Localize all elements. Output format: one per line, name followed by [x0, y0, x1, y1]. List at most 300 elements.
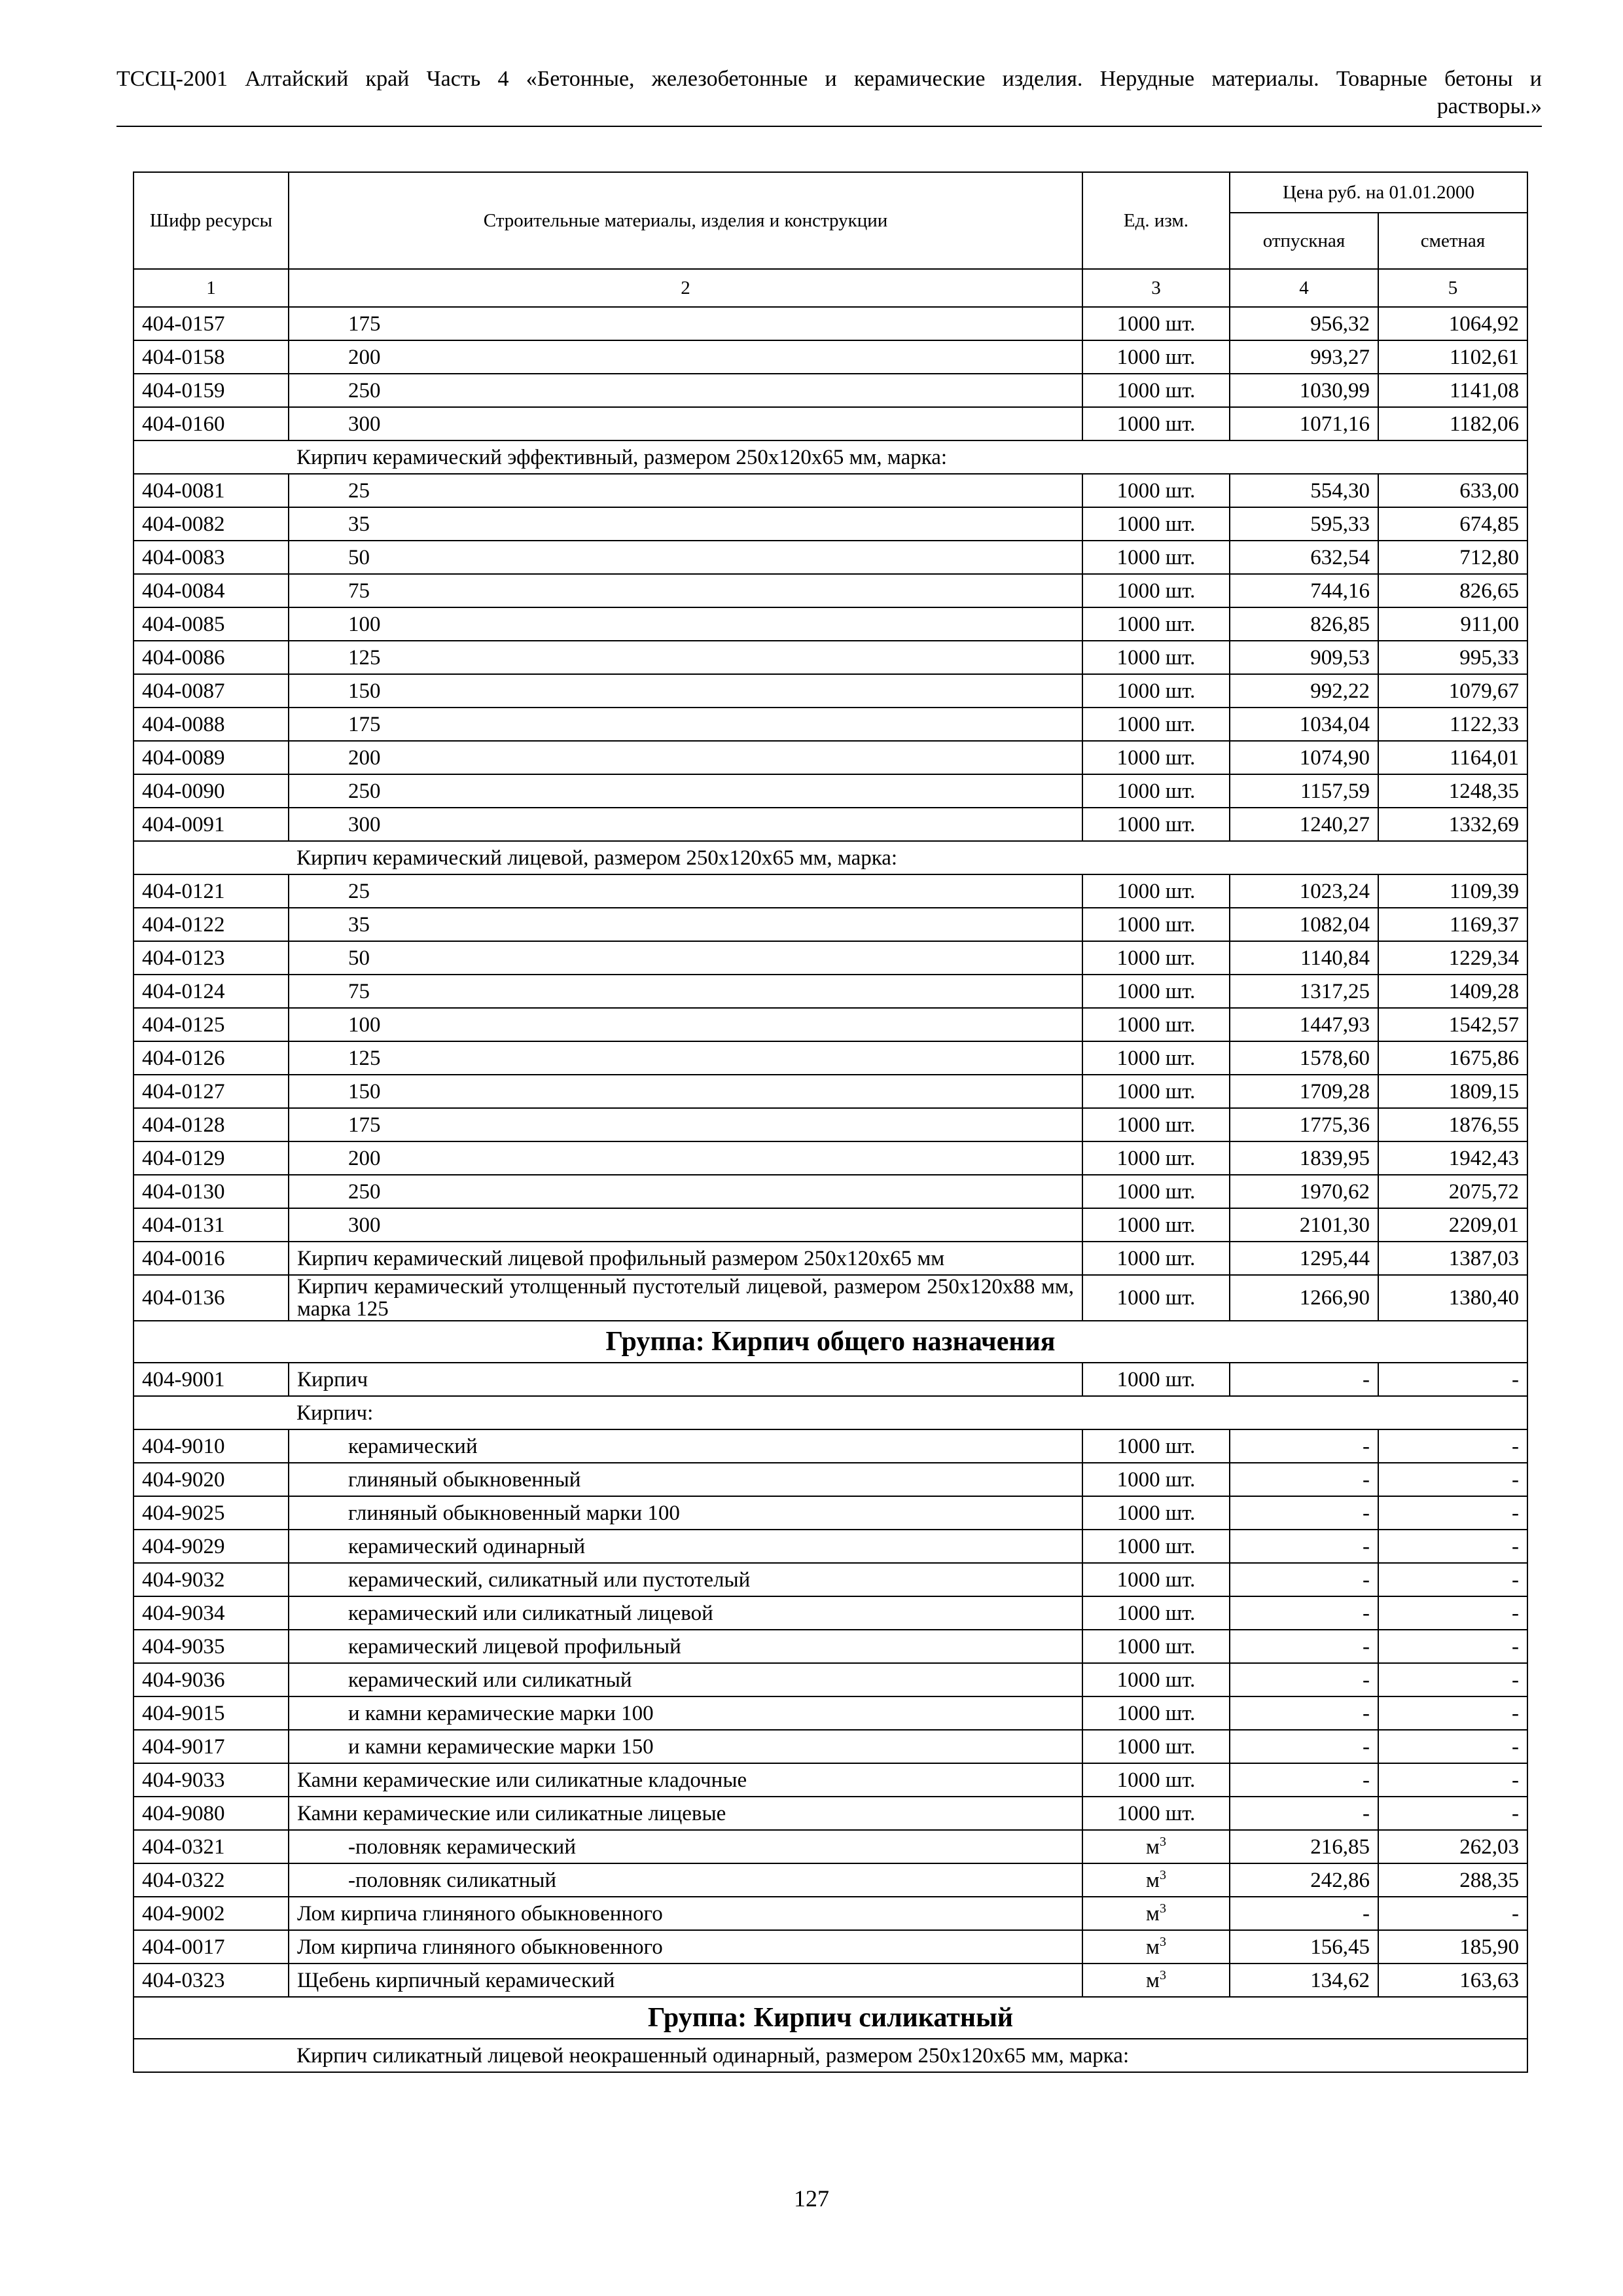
estimate-price: 1380,40	[1378, 1275, 1527, 1321]
estimate-price: 674,85	[1378, 507, 1527, 541]
column-header-price: Цена руб. на 01.01.2000	[1230, 172, 1527, 213]
unit-cell	[1082, 1075, 1230, 1108]
group-heading-row	[134, 1997, 1527, 2039]
estimate-price: 1809,15	[1378, 1075, 1527, 1108]
unit-exponent: 3	[1159, 1867, 1166, 1882]
unit-text: 1000 шт.	[1116, 345, 1196, 369]
unit-cell	[1082, 1730, 1230, 1763]
unit-cell	[1082, 674, 1230, 708]
release-price: -	[1230, 1630, 1378, 1663]
estimate-price: 1229,34	[1378, 941, 1527, 975]
table-row	[134, 1696, 1527, 1730]
resource-code: 404-0127	[134, 1075, 289, 1108]
subheading-row	[134, 841, 1527, 874]
unit-cell	[1082, 1363, 1230, 1396]
resource-code: 404-0089	[134, 741, 289, 774]
release-price: 1023,24	[1230, 874, 1378, 908]
release-price: 1071,16	[1230, 407, 1378, 440]
release-price: 1034,04	[1230, 708, 1378, 741]
unit-cell	[1082, 774, 1230, 808]
resource-code: 404-9015	[134, 1696, 289, 1730]
material-name: керамический или силикатный	[289, 1663, 1082, 1696]
resource-code: 404-0088	[134, 708, 289, 741]
estimate-price: -	[1378, 1663, 1527, 1696]
estimate-price: 1109,39	[1378, 874, 1527, 908]
release-price: -	[1230, 1730, 1378, 1763]
material-name: 125	[289, 1041, 1082, 1075]
material-name: керамический	[289, 1429, 1082, 1463]
material-name: 50	[289, 541, 1082, 574]
table-row	[134, 307, 1527, 340]
estimate-price: 1064,92	[1378, 307, 1527, 340]
table-row	[134, 1596, 1527, 1630]
release-price: 1578,60	[1230, 1041, 1378, 1075]
subheading-row	[134, 440, 1527, 474]
material-name: 300	[289, 1208, 1082, 1242]
estimate-price: 712,80	[1378, 541, 1527, 574]
resource-code: 404-0322	[134, 1863, 289, 1897]
unit-cell	[1082, 1275, 1230, 1321]
empty-cell	[134, 2039, 289, 2072]
table-row	[134, 941, 1527, 975]
release-price: 1240,27	[1230, 808, 1378, 841]
page-number: 127	[794, 2185, 829, 2212]
resource-code: 404-0091	[134, 808, 289, 841]
unit-text: 1000 шт.	[1116, 1246, 1196, 1270]
resource-code: 404-0159	[134, 374, 289, 407]
table-row	[134, 1075, 1527, 1108]
release-price: 632,54	[1230, 541, 1378, 574]
unit-text: м	[1146, 1901, 1160, 1926]
release-price: 2101,30	[1230, 1208, 1378, 1242]
table-row	[134, 1563, 1527, 1596]
estimate-price: -	[1378, 1563, 1527, 1596]
estimate-price: 1876,55	[1378, 1108, 1527, 1141]
material-name: керамический лицевой профильный	[289, 1630, 1082, 1663]
release-price: 242,86	[1230, 1863, 1378, 1897]
unit-text: 1000 шт.	[1116, 512, 1196, 536]
estimate-price: -	[1378, 1496, 1527, 1530]
column-header-name: Строительные материалы, изделия и конструкции	[289, 172, 1082, 269]
resource-code: 404-0081	[134, 474, 289, 507]
release-price: -	[1230, 1530, 1378, 1563]
estimate-price: 163,63	[1378, 1964, 1527, 1997]
release-price: 156,45	[1230, 1930, 1378, 1964]
unit-text: 1000 шт.	[1116, 946, 1196, 970]
material-name: 250	[289, 1175, 1082, 1208]
resource-code: 404-0123	[134, 941, 289, 975]
table-row	[134, 1763, 1527, 1797]
resource-code: 404-0321	[134, 1830, 289, 1863]
unit-cell	[1082, 1897, 1230, 1930]
material-name: керамический, силикатный или пустотелый	[289, 1563, 1082, 1596]
resource-code: 404-0087	[134, 674, 289, 708]
subheading-text: Кирпич керамический лицевой, размером 250х120х65 мм, марка:	[289, 841, 1527, 874]
material-name: 50	[289, 941, 1082, 975]
material-name: Лом кирпича глиняного обыкновенного	[289, 1930, 1082, 1964]
resource-code: 404-0086	[134, 641, 289, 674]
material-name: 35	[289, 507, 1082, 541]
unit-cell	[1082, 574, 1230, 607]
table-row	[134, 407, 1527, 440]
material-name: 250	[289, 774, 1082, 808]
estimate-price: -	[1378, 1630, 1527, 1663]
estimate-price: 1409,28	[1378, 975, 1527, 1008]
estimate-price: 1169,37	[1378, 908, 1527, 941]
estimate-price: -	[1378, 1429, 1527, 1463]
unit-text: 1000 шт.	[1116, 612, 1196, 636]
unit-cell	[1082, 1496, 1230, 1530]
header-line-2: растворы.»	[1436, 94, 1542, 118]
table-row	[134, 340, 1527, 374]
table-row	[134, 1797, 1527, 1830]
estimate-price: 1141,08	[1378, 374, 1527, 407]
material-name: 150	[289, 674, 1082, 708]
table-row	[134, 1108, 1527, 1141]
unit-cell	[1082, 1863, 1230, 1897]
estimate-price: 1942,43	[1378, 1141, 1527, 1175]
table-body	[134, 307, 1527, 2072]
table-row	[134, 1663, 1527, 1696]
unit-cell	[1082, 1530, 1230, 1563]
resource-code: 404-0085	[134, 607, 289, 641]
estimate-price: -	[1378, 1530, 1527, 1563]
column-header-release-price: отпускная	[1230, 213, 1378, 269]
unit-cell	[1082, 1008, 1230, 1041]
table-row	[134, 1363, 1527, 1396]
table-row	[134, 1730, 1527, 1763]
material-name: 300	[289, 407, 1082, 440]
material-name: 100	[289, 607, 1082, 641]
unit-text: 1000 шт.	[1116, 1434, 1196, 1458]
material-name: Камни керамические или силикатные кладочные	[289, 1763, 1082, 1797]
estimate-price: -	[1378, 1696, 1527, 1730]
estimate-price: 1387,03	[1378, 1242, 1527, 1275]
release-price: 909,53	[1230, 641, 1378, 674]
unit-cell	[1082, 1108, 1230, 1141]
release-price: 993,27	[1230, 340, 1378, 374]
table-row	[134, 1041, 1527, 1075]
unit-cell	[1082, 1141, 1230, 1175]
unit-text: м	[1146, 1968, 1160, 1992]
material-name: 125	[289, 641, 1082, 674]
estimate-price: -	[1378, 1363, 1527, 1396]
unit-cell	[1082, 1463, 1230, 1496]
estimate-price: 911,00	[1378, 607, 1527, 641]
column-number: 2	[289, 269, 1082, 307]
unit-cell	[1082, 975, 1230, 1008]
unit-text: 1000 шт.	[1116, 579, 1196, 603]
resource-code: 404-9010	[134, 1429, 289, 1463]
unit-cell	[1082, 808, 1230, 841]
resource-code: 404-9020	[134, 1463, 289, 1496]
unit-exponent: 3	[1159, 1967, 1166, 1982]
table-row	[134, 808, 1527, 841]
material-name: -половняк силикатный	[289, 1863, 1082, 1897]
unit-text: 1000 шт.	[1116, 1146, 1196, 1170]
header-line-1: ТССЦ-2001 Алтайский край Часть 4 «Бетонные, железобетонные и керамические изделия. Нерудные материалы. Товарные бетоны и	[116, 67, 1542, 91]
unit-cell	[1082, 874, 1230, 908]
table-row	[134, 1930, 1527, 1964]
table-row	[134, 1630, 1527, 1663]
material-name: 100	[289, 1008, 1082, 1041]
resource-code: 404-0129	[134, 1141, 289, 1175]
resource-code: 404-0128	[134, 1108, 289, 1141]
page-header	[116, 65, 1542, 127]
table-row	[134, 607, 1527, 641]
unit-cell	[1082, 307, 1230, 340]
resource-code: 404-0160	[134, 407, 289, 440]
estimate-price: 2209,01	[1378, 1208, 1527, 1242]
resource-code: 404-0082	[134, 507, 289, 541]
unit-cell	[1082, 1696, 1230, 1730]
release-price: 1030,99	[1230, 374, 1378, 407]
release-price: -	[1230, 1563, 1378, 1596]
unit-cell	[1082, 1930, 1230, 1964]
resource-code: 404-0083	[134, 541, 289, 574]
unit-cell	[1082, 1242, 1230, 1275]
unit-text: 1000 шт.	[1116, 745, 1196, 770]
unit-text: 1000 шт.	[1116, 912, 1196, 937]
release-price: 1709,28	[1230, 1075, 1378, 1108]
unit-text: 1000 шт.	[1116, 1467, 1196, 1492]
column-number: 1	[134, 269, 289, 307]
estimate-price: 1332,69	[1378, 808, 1527, 841]
table-row	[134, 1242, 1527, 1275]
unit-exponent: 3	[1159, 1834, 1166, 1849]
resource-code: 404-0130	[134, 1175, 289, 1208]
resource-code: 404-0125	[134, 1008, 289, 1041]
estimate-price: 826,65	[1378, 574, 1527, 607]
unit-text: 1000 шт.	[1116, 312, 1196, 336]
material-name: -половняк керамический	[289, 1830, 1082, 1863]
release-price: -	[1230, 1897, 1378, 1930]
unit-cell	[1082, 1175, 1230, 1208]
release-price: -	[1230, 1696, 1378, 1730]
estimate-price: 1675,86	[1378, 1041, 1527, 1075]
group-heading-row	[134, 1321, 1527, 1363]
material-name: 175	[289, 307, 1082, 340]
unit-text: 1000 шт.	[1116, 645, 1196, 670]
estimate-price: 633,00	[1378, 474, 1527, 507]
release-price: 956,32	[1230, 307, 1378, 340]
material-name: и камни керамические марки 150	[289, 1730, 1082, 1763]
release-price: 744,16	[1230, 574, 1378, 607]
table-row	[134, 908, 1527, 941]
estimate-price: 1542,57	[1378, 1008, 1527, 1041]
group-heading: Группа: Кирпич силикатный	[134, 1997, 1527, 2039]
table-row	[134, 774, 1527, 808]
unit-cell	[1082, 1208, 1230, 1242]
material-name: 150	[289, 1075, 1082, 1108]
group-heading: Группа: Кирпич общего назначения	[134, 1321, 1527, 1363]
unit-cell	[1082, 1041, 1230, 1075]
material-name: 300	[289, 808, 1082, 841]
table-row	[134, 1897, 1527, 1930]
unit-cell	[1082, 741, 1230, 774]
table-row	[134, 1429, 1527, 1463]
table-row	[134, 1141, 1527, 1175]
release-price: 1266,90	[1230, 1275, 1378, 1321]
resource-code: 404-0157	[134, 307, 289, 340]
subheading-row	[134, 2039, 1527, 2072]
release-price: -	[1230, 1363, 1378, 1396]
table-row	[134, 1463, 1527, 1496]
release-price: -	[1230, 1463, 1378, 1496]
table-row	[134, 507, 1527, 541]
material-name: 250	[289, 374, 1082, 407]
material-name: Лом кирпича глиняного обыкновенного	[289, 1897, 1082, 1930]
table-row	[134, 474, 1527, 507]
estimate-price: 1122,33	[1378, 708, 1527, 741]
release-price: 1447,93	[1230, 1008, 1378, 1041]
unit-text: 1000 шт.	[1116, 679, 1196, 703]
unit-cell	[1082, 708, 1230, 741]
unit-cell	[1082, 607, 1230, 641]
material-name: 75	[289, 574, 1082, 607]
price-table	[133, 171, 1528, 2073]
unit-cell	[1082, 474, 1230, 507]
resource-code: 404-9033	[134, 1763, 289, 1797]
estimate-price: -	[1378, 1897, 1527, 1930]
estimate-price: -	[1378, 1730, 1527, 1763]
empty-cell	[134, 440, 289, 474]
material-name: Кирпич керамический лицевой профильный размером 250х120х65 мм	[289, 1242, 1082, 1275]
table-row	[134, 1964, 1527, 1997]
release-price: 1082,04	[1230, 908, 1378, 941]
release-price: 1295,44	[1230, 1242, 1378, 1275]
subheading-text: Кирпич силикатный лицевой неокрашенный одинарный, размером 250х120х65 мм, марка:	[289, 2039, 1527, 2072]
estimate-price: 995,33	[1378, 641, 1527, 674]
material-name: керамический одинарный	[289, 1530, 1082, 1563]
resource-code: 404-0084	[134, 574, 289, 607]
column-number: 4	[1230, 269, 1378, 307]
material-name: 75	[289, 975, 1082, 1008]
release-price: 1157,59	[1230, 774, 1378, 808]
unit-text: 1000 шт.	[1116, 1701, 1196, 1725]
table-row	[134, 975, 1527, 1008]
unit-cell	[1082, 1797, 1230, 1830]
material-name: Камни керамические или силикатные лицевые	[289, 1797, 1082, 1830]
unit-cell	[1082, 1630, 1230, 1663]
unit-text: 1000 шт.	[1116, 1286, 1196, 1310]
estimate-price: 262,03	[1378, 1830, 1527, 1863]
unit-text: 1000 шт.	[1116, 1213, 1196, 1237]
unit-cell	[1082, 507, 1230, 541]
unit-exponent: 3	[1159, 1901, 1166, 1916]
resource-code: 404-0016	[134, 1242, 289, 1275]
table-row	[134, 1530, 1527, 1563]
release-price: 826,85	[1230, 607, 1378, 641]
unit-text: 1000 шт.	[1116, 1568, 1196, 1592]
release-price: -	[1230, 1496, 1378, 1530]
unit-cell	[1082, 340, 1230, 374]
resource-code: 404-9036	[134, 1663, 289, 1696]
column-header-code: Шифр ресурсы	[134, 172, 289, 269]
release-price: -	[1230, 1663, 1378, 1696]
unit-text: 1000 шт.	[1116, 1179, 1196, 1204]
material-name: глиняный обыкновенный марки 100	[289, 1496, 1082, 1530]
resource-code: 404-0158	[134, 340, 289, 374]
unit-text: 1000 шт.	[1116, 1668, 1196, 1692]
table-row	[134, 741, 1527, 774]
subheading-text: Кирпич керамический эффективный, размером 250х120х65 мм, марка:	[289, 440, 1527, 474]
material-name: 200	[289, 1141, 1082, 1175]
unit-text: 1000 шт.	[1116, 378, 1196, 403]
empty-cell	[134, 1396, 289, 1429]
column-header-unit: Ед. изм.	[1082, 172, 1230, 269]
column-number: 3	[1082, 269, 1230, 307]
material-name: 200	[289, 741, 1082, 774]
table-row	[134, 1008, 1527, 1041]
estimate-price: -	[1378, 1596, 1527, 1630]
resource-code: 404-9035	[134, 1630, 289, 1663]
table-row	[134, 1175, 1527, 1208]
estimate-price: -	[1378, 1463, 1527, 1496]
empty-cell	[134, 841, 289, 874]
subheading-row	[134, 1396, 1527, 1429]
unit-cell	[1082, 1563, 1230, 1596]
estimate-price: 288,35	[1378, 1863, 1527, 1897]
resource-code: 404-9029	[134, 1530, 289, 1563]
table-row	[134, 574, 1527, 607]
material-name: глиняный обыкновенный	[289, 1463, 1082, 1496]
release-price: 1140,84	[1230, 941, 1378, 975]
unit-text: м	[1146, 1868, 1160, 1892]
unit-cell	[1082, 1429, 1230, 1463]
estimate-price: 1182,06	[1378, 407, 1527, 440]
release-price: -	[1230, 1429, 1378, 1463]
table-row	[134, 641, 1527, 674]
estimate-price: -	[1378, 1797, 1527, 1830]
estimate-price: 1248,35	[1378, 774, 1527, 808]
column-number: 5	[1378, 269, 1527, 307]
release-price: 134,62	[1230, 1964, 1378, 1997]
table-row	[134, 674, 1527, 708]
release-price: 554,30	[1230, 474, 1378, 507]
unit-text: 1000 шт.	[1116, 1634, 1196, 1659]
resource-code: 404-9001	[134, 1363, 289, 1396]
release-price: 595,33	[1230, 507, 1378, 541]
estimate-price: 1102,61	[1378, 340, 1527, 374]
unit-cell	[1082, 374, 1230, 407]
material-name: 25	[289, 874, 1082, 908]
table-row	[134, 1496, 1527, 1530]
resource-code: 404-9002	[134, 1897, 289, 1930]
material-name: Кирпич керамический утолщенный пустотелый лицевой, размером 250х120х88 мм, марка 125	[289, 1275, 1082, 1321]
unit-text: 1000 шт.	[1116, 1734, 1196, 1759]
unit-text: 1000 шт.	[1116, 1113, 1196, 1137]
unit-cell	[1082, 541, 1230, 574]
table-row	[134, 541, 1527, 574]
resource-code: 404-0090	[134, 774, 289, 808]
unit-text: 1000 шт.	[1116, 812, 1196, 836]
unit-cell	[1082, 1596, 1230, 1630]
unit-cell	[1082, 1830, 1230, 1863]
unit-text: 1000 шт.	[1116, 1013, 1196, 1037]
material-name: керамический или силикатный лицевой	[289, 1596, 1082, 1630]
material-name: Щебень кирпичный керамический	[289, 1964, 1082, 1997]
release-price: 1775,36	[1230, 1108, 1378, 1141]
table-row	[134, 708, 1527, 741]
unit-text: 1000 шт.	[1116, 1768, 1196, 1792]
unit-cell	[1082, 1663, 1230, 1696]
table-row	[134, 1208, 1527, 1242]
unit-text: 1000 шт.	[1116, 1501, 1196, 1525]
release-price: -	[1230, 1763, 1378, 1797]
resource-code: 404-0122	[134, 908, 289, 941]
unit-text: 1000 шт.	[1116, 1046, 1196, 1070]
